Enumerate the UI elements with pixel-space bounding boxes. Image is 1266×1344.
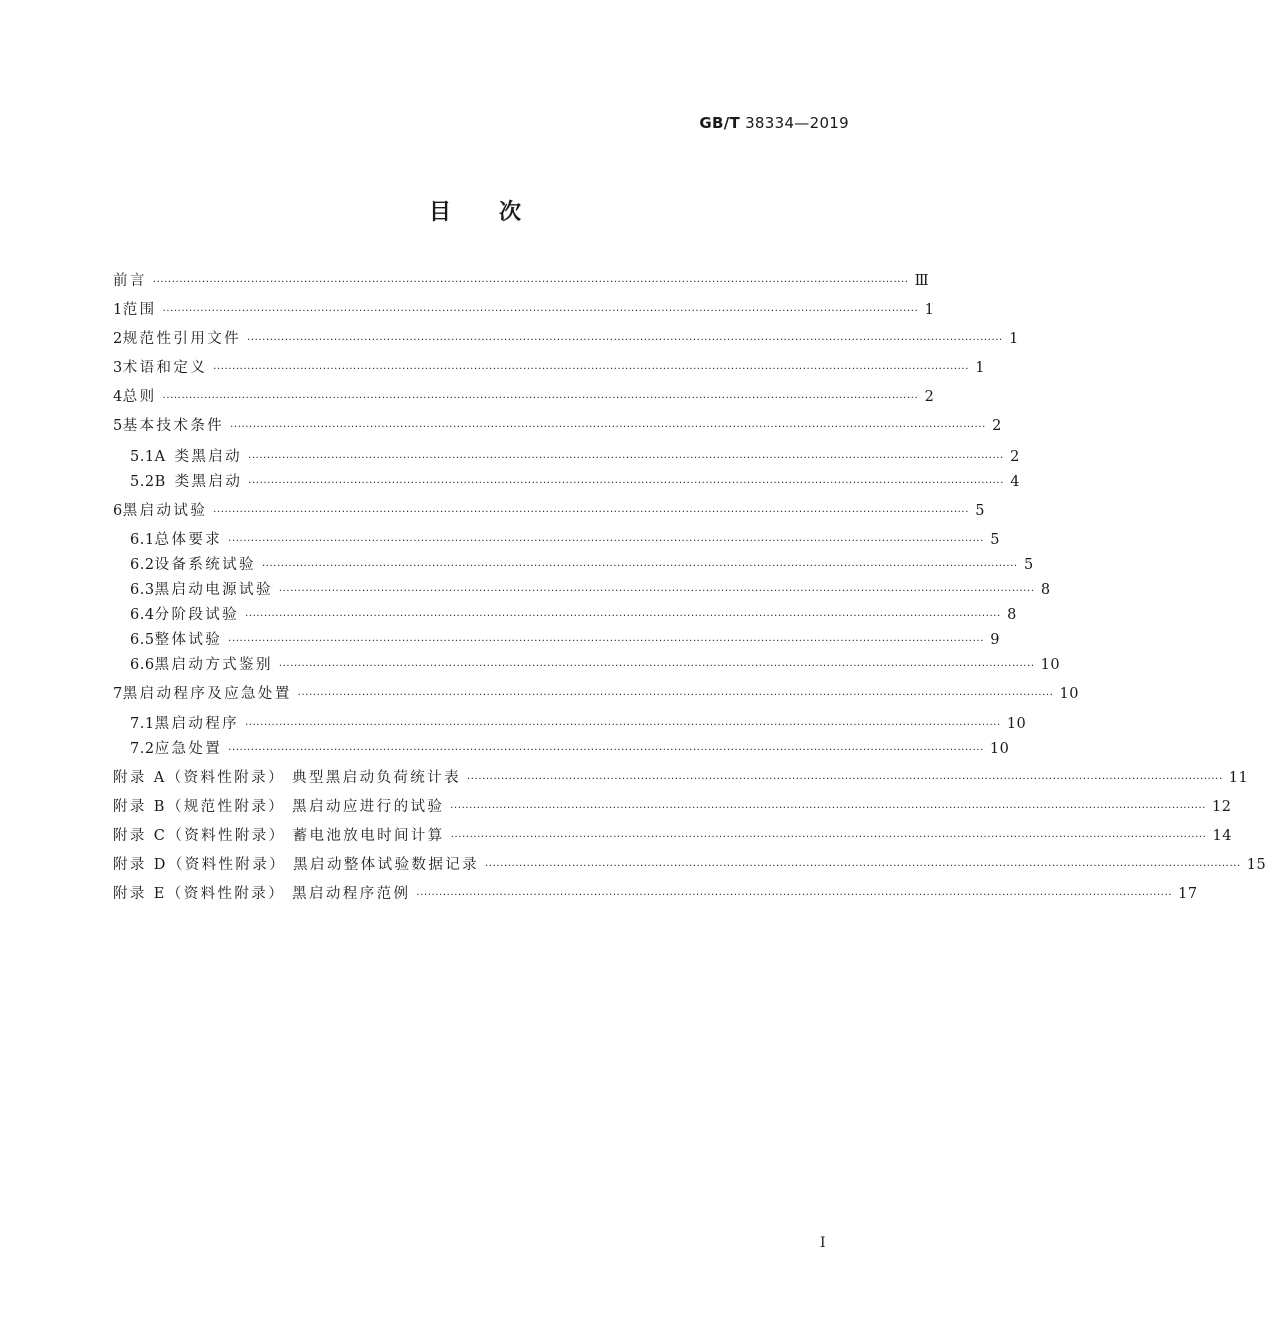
dot-leader: ········································································································································································································ bbox=[467, 774, 1223, 785]
toc-entry-label: 整体试验 bbox=[154, 632, 223, 648]
dot-leader: ········································································································································································································ bbox=[230, 422, 986, 433]
standard-code bbox=[699, 114, 849, 132]
toc-entry-page: 12 bbox=[1212, 799, 1232, 815]
toc-entry-label: 黑启动试验 bbox=[122, 503, 208, 519]
toc-entry-number: 6.2 bbox=[130, 557, 155, 573]
toc-entry[interactable] bbox=[113, 629, 1000, 651]
toc-entry[interactable] bbox=[113, 883, 1198, 905]
toc-entry-label: 应急处置 bbox=[154, 741, 223, 757]
toc-entry[interactable] bbox=[113, 500, 985, 522]
dot-leader: ········································································································································································································ bbox=[245, 611, 1001, 622]
toc-entry-number: 1 bbox=[113, 302, 123, 318]
toc-entry-label: 总体要求 bbox=[154, 532, 223, 548]
toc-entry-page: 8 bbox=[1040, 582, 1051, 598]
toc-entry-page: 1 bbox=[1009, 331, 1019, 347]
toc-entry-page: 5 bbox=[1023, 557, 1034, 573]
toc-entry-label: 范围 bbox=[122, 302, 157, 318]
toc-entry-label: 总则 bbox=[122, 389, 157, 405]
toc-entry-label: 黑启动方式鉴别 bbox=[154, 657, 273, 673]
dot-leader: ········································································································································································································ bbox=[228, 745, 984, 756]
toc-entry-label: 分阶段试验 bbox=[154, 607, 240, 623]
toc-entry-number: 6.5 bbox=[130, 632, 155, 648]
toc-entry[interactable] bbox=[113, 796, 1232, 818]
dot-leader: ········································································································································································································ bbox=[297, 690, 1054, 701]
toc-entry[interactable] bbox=[113, 738, 1010, 760]
page-title: 目次 bbox=[428, 200, 569, 225]
toc-entry[interactable] bbox=[113, 415, 1002, 437]
toc-entry-page: 10 bbox=[1040, 657, 1061, 673]
toc-entry-label: 附录 E（资料性附录） 黑启动程序范例 bbox=[113, 886, 411, 902]
toc-entry-number: 7.1 bbox=[130, 716, 155, 732]
dot-leader: ········································································································································································································ bbox=[261, 561, 1018, 572]
dot-leader: ········································································································································································································ bbox=[248, 478, 1004, 489]
toc-entry-page: 1 bbox=[924, 302, 935, 318]
toc-entry[interactable] bbox=[113, 825, 1232, 847]
toc-entry-label: 黑启动程序及应急处置 bbox=[122, 686, 292, 702]
toc-entry-number: 4 bbox=[113, 389, 123, 405]
toc-entry-number: 6.3 bbox=[130, 582, 155, 598]
toc-entry[interactable] bbox=[113, 654, 1061, 676]
toc-entry-label: 附录 B（规范性附录） 黑启动应进行的试验 bbox=[113, 799, 445, 815]
toc-entry-label: 附录 C（资料性附录） 蓄电池放电时间计算 bbox=[113, 828, 445, 844]
page-folio: Ⅰ bbox=[820, 1235, 826, 1251]
toc-entry[interactable] bbox=[113, 767, 1249, 789]
dot-leader: ········································································································································································································ bbox=[416, 890, 1173, 901]
toc-entry-page: 17 bbox=[1178, 886, 1198, 902]
toc-entry-page: 5 bbox=[990, 532, 1000, 548]
toc-entry-page: 10 bbox=[989, 741, 1010, 757]
toc-entry-page: 10 bbox=[1059, 686, 1079, 702]
dot-leader: ········································································································································································································ bbox=[450, 803, 1207, 814]
dot-leader: ········································································································································································································ bbox=[213, 507, 969, 518]
toc-entry-page: 10 bbox=[1006, 716, 1027, 732]
toc-entry[interactable] bbox=[113, 529, 1000, 551]
toc-entry-page: 15 bbox=[1246, 857, 1266, 873]
toc-entry-number: 2 bbox=[113, 331, 123, 347]
standard-prefix: GB/T bbox=[699, 114, 741, 132]
toc-entry-label: 附录 D（资料性附录） 黑启动整体试验数据记录 bbox=[113, 857, 480, 873]
toc-entry[interactable] bbox=[113, 713, 1027, 735]
toc-entry-page: 1 bbox=[975, 360, 985, 376]
toc-entry-label: 前言 bbox=[113, 273, 147, 289]
dot-leader: ········································································································································································································ bbox=[485, 861, 1241, 872]
dot-leader: ········································································································································································································ bbox=[228, 636, 984, 647]
toc-entry[interactable] bbox=[113, 854, 1266, 876]
toc-entry-label: 规范性引用文件 bbox=[122, 331, 242, 347]
toc-entry[interactable] bbox=[113, 270, 930, 292]
toc-entry-label: 黑启动电源试验 bbox=[154, 582, 273, 598]
toc-entry-page: Ⅲ bbox=[914, 273, 930, 289]
toc-entry[interactable] bbox=[113, 446, 1020, 468]
dot-leader: ········································································································································································································ bbox=[213, 364, 969, 375]
dot-leader: ········································································································································································································ bbox=[278, 586, 1035, 597]
dot-leader: ········································································································································································································ bbox=[152, 277, 909, 288]
dot-leader: ········································································································································································································ bbox=[278, 661, 1035, 672]
dot-leader: ········································································································································································································ bbox=[162, 393, 919, 404]
dot-leader: ········································································································································································································ bbox=[248, 453, 1004, 464]
toc-entry-label: 黑启动程序 bbox=[154, 716, 240, 732]
toc-entry-number: 5 bbox=[113, 418, 123, 434]
toc-entry-number: 7.2 bbox=[130, 741, 155, 757]
toc-entry-page: 11 bbox=[1228, 770, 1249, 786]
toc-entry[interactable] bbox=[113, 579, 1051, 601]
toc-entry-page: 8 bbox=[1007, 607, 1017, 623]
toc-entry[interactable] bbox=[113, 554, 1034, 576]
toc-entry-label: 附录 A（资料性附录） 典型黑启动负荷统计表 bbox=[113, 770, 461, 786]
toc-entry-number: 3 bbox=[113, 360, 123, 376]
toc-entry[interactable] bbox=[113, 683, 1079, 705]
toc-entry-number: 6.6 bbox=[130, 657, 155, 673]
toc-entry-page: 9 bbox=[990, 632, 1000, 648]
dot-leader: ········································································································································································································ bbox=[245, 720, 1001, 731]
toc-entry[interactable] bbox=[113, 357, 985, 379]
toc-entry-page: 2 bbox=[992, 418, 1002, 434]
toc-entry-page: 5 bbox=[975, 503, 985, 519]
dot-leader: ········································································································································································································ bbox=[450, 832, 1207, 843]
toc-entry-number: 6 bbox=[113, 503, 123, 519]
toc-entry-number: 6.1 bbox=[130, 532, 155, 548]
dot-leader: ········································································································································································································ bbox=[162, 306, 919, 317]
dot-leader: ········································································································································································································ bbox=[247, 335, 1003, 346]
dot-leader: ········································································································································································································ bbox=[228, 536, 984, 547]
toc-entry-label: A 类黑启动 bbox=[154, 449, 243, 465]
toc-entry-label: B 类黑启动 bbox=[154, 474, 243, 490]
toc-entry-page: 14 bbox=[1212, 828, 1232, 844]
toc-entry-number: 5.2 bbox=[130, 474, 155, 490]
standard-number: 38334—2019 bbox=[745, 114, 849, 132]
toc-entry[interactable] bbox=[113, 299, 935, 321]
toc-entry-label: 基本技术条件 bbox=[122, 418, 225, 434]
toc-entry[interactable] bbox=[113, 604, 1017, 626]
toc-entry[interactable] bbox=[113, 471, 1020, 493]
toc-entry[interactable] bbox=[113, 386, 935, 408]
toc-entry-number: 7 bbox=[113, 686, 123, 702]
toc-entry-label: 设备系统试验 bbox=[154, 557, 256, 573]
toc-entry-label: 术语和定义 bbox=[122, 360, 208, 376]
toc-entry-page: 4 bbox=[1010, 474, 1020, 490]
toc-entry-number: 6.4 bbox=[130, 607, 155, 623]
toc-entry-page: 2 bbox=[924, 389, 935, 405]
toc-entry[interactable] bbox=[113, 328, 1019, 350]
toc-entry-page: 2 bbox=[1010, 449, 1020, 465]
toc-entry-number: 5.1 bbox=[130, 449, 155, 465]
